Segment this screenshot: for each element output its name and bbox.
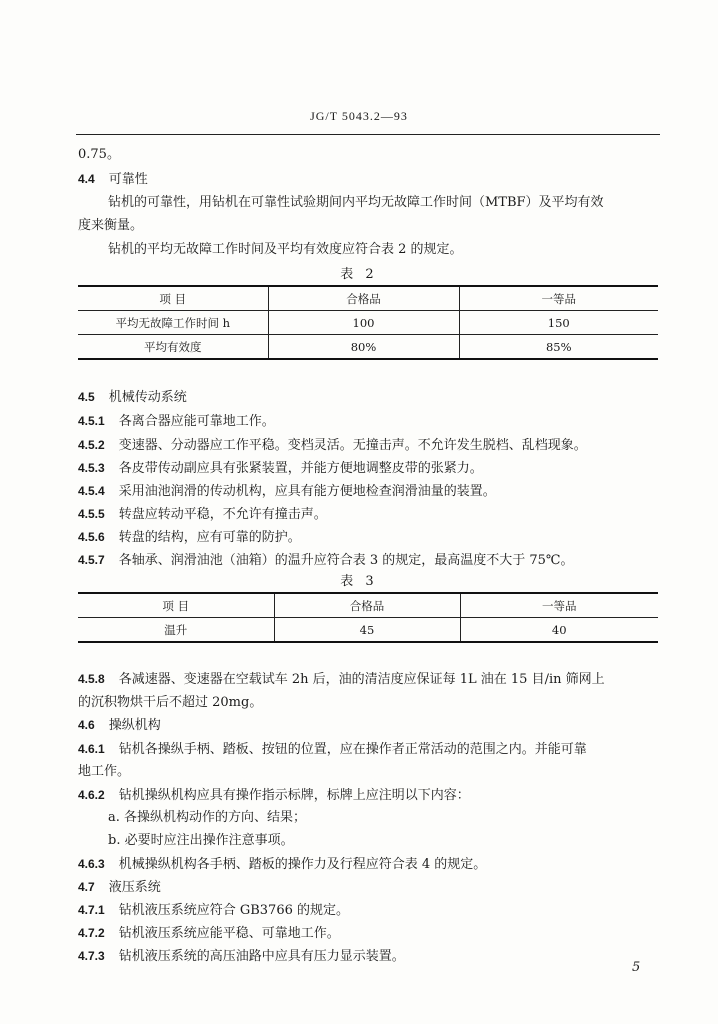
- paragraph-line: 钻机的平均无故障工作时间及平均有效度应符合表 2 的规定。: [108, 242, 463, 257]
- table-header-cell: 合格品: [268, 286, 459, 311]
- clause-line: [78, 412, 275, 431]
- paragraph-line: 钻机的可靠性，用钻机在可靠性试验期间内平均无故障工作时间（MTBF）及平均有效: [108, 195, 604, 210]
- table-header-row: [78, 593, 658, 618]
- table-header-cell: 项 目: [78, 286, 268, 311]
- clause-number: 4.5.2: [78, 438, 105, 452]
- clause-line: [78, 505, 327, 524]
- table-cell: 80%: [268, 335, 459, 360]
- clause-line: [78, 786, 470, 805]
- clause-line: [78, 436, 587, 455]
- section-number: 4.4: [78, 172, 95, 186]
- clause-number: 4.5.8: [78, 672, 105, 686]
- table-row: [78, 618, 658, 643]
- clause-number: 4.6.3: [78, 857, 105, 871]
- clause-text: 钻机操纵机构应具有操作指示标牌，标牌上应注明以下内容：: [118, 788, 470, 803]
- table-3: [78, 592, 658, 643]
- clause-line: [78, 551, 573, 570]
- section-heading: [78, 388, 187, 407]
- table-cell: 温升: [78, 618, 274, 643]
- clause-line: [78, 459, 483, 478]
- clause-text: 钻机液压系统的高压油路中应具有压力显示装置。: [118, 949, 405, 964]
- section-number: 4.5: [78, 390, 95, 404]
- page-header: JG/T 5043.2—93: [310, 109, 408, 123]
- clause-line: [78, 901, 349, 920]
- clause-line: [78, 528, 301, 547]
- paragraph-line: 的沉积物烘干后不超过 20mg。: [78, 695, 263, 710]
- table-header-row: [78, 286, 658, 311]
- section-title: 液压系统: [108, 880, 161, 895]
- clause-number: 4.7.2: [78, 926, 105, 940]
- clause-line: [78, 740, 587, 759]
- table-cell: 45: [274, 618, 460, 643]
- clause-text: 转盘应转动平稳，不允许有撞击声。: [118, 507, 327, 522]
- clause-line: [78, 947, 405, 966]
- clause-line: [78, 924, 340, 943]
- clause-text: 机械操纵机构各手柄、踏板的操作力及行程应符合表 4 的规定。: [118, 857, 487, 872]
- section-title: 操纵机构: [108, 718, 161, 733]
- section-title: 机械传动系统: [108, 390, 187, 405]
- clause-number: 4.7.1: [78, 903, 105, 917]
- section-heading: [78, 878, 161, 897]
- table-cell: 85%: [459, 335, 658, 360]
- section-title: 可靠性: [108, 172, 148, 187]
- table-cell: 40: [460, 618, 658, 643]
- clause-number: 4.5.5: [78, 507, 105, 521]
- clause-line: [78, 670, 605, 689]
- section-number: 4.7: [78, 880, 95, 894]
- table-caption: 表 2: [340, 267, 378, 282]
- clause-number: 4.5.1: [78, 414, 105, 428]
- clause-text: 采用油池润滑的传动机构，应具有能方便地检查润滑油量的装置。: [118, 484, 496, 499]
- clause-text: 转盘的结构，应有可靠的防护。: [118, 530, 301, 545]
- clause-number: 4.5.6: [78, 530, 105, 544]
- paragraph-line: 地工作。: [78, 764, 131, 779]
- clause-line: [78, 855, 486, 874]
- clause-number: 4.5.3: [78, 461, 105, 475]
- clause-text: 各轴承、润滑油池（油箱）的温升应符合表 3 的规定，最高温度不大于 75℃。: [118, 553, 574, 568]
- table-header-cell: 一等品: [459, 286, 658, 311]
- clause-number: 4.6.1: [78, 742, 105, 756]
- table-header-cell: 一等品: [460, 593, 658, 618]
- section-number: 4.6: [78, 718, 95, 732]
- clause-text: 各离合器应能可靠地工作。: [118, 414, 275, 429]
- list-item: a. 各操纵机构动作的方向、结果；: [108, 810, 307, 825]
- clause-number: 4.5.4: [78, 484, 105, 498]
- table-row: [78, 335, 658, 360]
- clause-line: [78, 482, 496, 501]
- clause-text: 钻机液压系统应符合 GB3766 的规定。: [118, 903, 349, 918]
- table-2: [78, 285, 658, 360]
- clause-text: 钻机各操纵手柄、踏板、按钮的位置，应在操作者正常活动的范围之内。并能可靠: [118, 742, 587, 757]
- section-heading: [78, 170, 148, 189]
- table-cell: 150: [459, 311, 658, 335]
- table-cell: 100: [268, 311, 459, 335]
- clause-text: 变速器、分动器应工作平稳。变档灵活。无撞击声。不允许发生脱档、乱档现象。: [118, 438, 587, 453]
- paragraph-line: 0.75。: [78, 147, 120, 162]
- paragraph-line: 度来衡量。: [78, 218, 144, 233]
- clause-text: 钻机液压系统应能平稳、可靠地工作。: [118, 926, 340, 941]
- table-header-cell: 项 目: [78, 593, 274, 618]
- table-cell: 平均有效度: [78, 335, 268, 360]
- table-row: [78, 311, 658, 335]
- table-header-cell: 合格品: [274, 593, 460, 618]
- clause-number: 4.7.3: [78, 949, 105, 963]
- clause-number: 4.6.2: [78, 788, 105, 802]
- clause-text: 各皮带传动副应具有张紧装置，并能方便地调整皮带的张紧力。: [118, 461, 483, 476]
- list-item: b. 必要时应注出操作注意事项。: [108, 833, 294, 848]
- clause-text: 各减速器、变速器在空载试车 2h 后，油的清洁度应保证每 1L 油在 15 目/in 筛网上: [118, 672, 605, 687]
- clause-number: 4.5.7: [78, 553, 105, 567]
- header-rule: [76, 134, 660, 135]
- page-number: 5: [632, 960, 641, 975]
- section-heading: [78, 716, 161, 735]
- table-caption: 表 3: [340, 574, 378, 589]
- table-cell: 平均无故障工作时间 h: [78, 311, 268, 335]
